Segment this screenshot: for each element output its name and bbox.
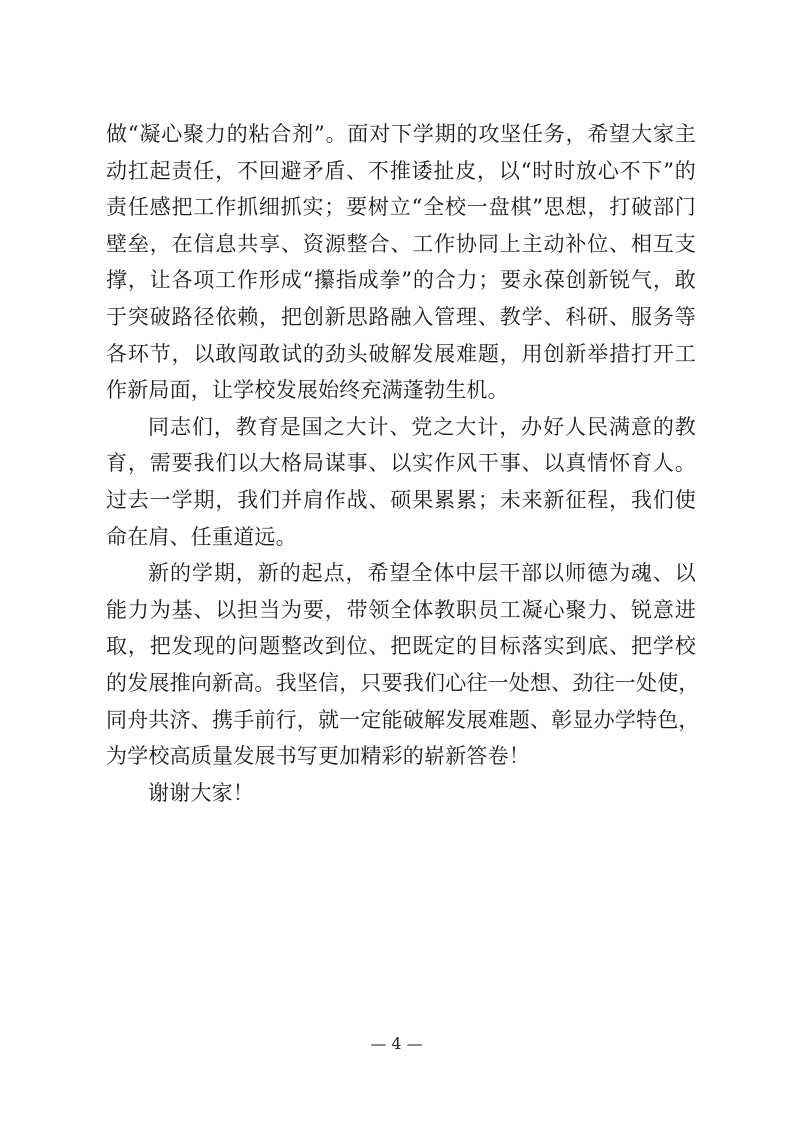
paragraph-2-line-4: 命在肩、任重道远。 — [106, 524, 297, 549]
paragraph-4-line-1: 谢谢大家！ — [148, 780, 254, 805]
paragraph-3-line-2: 能力为基、以担当为要，带领全体教职员工凝心聚力、锐意进 — [106, 597, 696, 622]
page-number: — 4 — — [370, 1034, 423, 1053]
document-body — [106, 116, 700, 811]
paragraph-1-line-4: 壁垒，在信息共享、资源整合、工作协同上主动补位、相互支 — [106, 231, 696, 256]
paragraph-1-line-8: 作新局面，让学校发展始终充满蓬勃生机。 — [106, 378, 509, 403]
paragraph-3-line-5: 同舟共济、携手前行，就一定能破解发展难题、彰显办学特色， — [106, 707, 700, 732]
paragraph-2-line-1: 同志们，教育是国之大计、党之大计，办好人民满意的教 — [148, 414, 696, 439]
paragraph-3-line-1: 新的学期，新的起点，希望全体中层干部以师德为魂、以 — [148, 561, 696, 586]
paragraph-3-line-3: 取，把发现的问题整改到位、把既定的目标落实到底、把学校 — [106, 634, 696, 659]
paragraph-2-line-2: 育，需要我们以大格局谋事、以实作风干事、以真情怀育人。 — [106, 451, 696, 476]
paragraph-3-line-4: 的发展推向新高。我坚信，只要我们心往一处想、劲往一处使， — [106, 670, 700, 695]
paragraph-1-line-5: 撑，让各项工作形成“攥指成拳”的合力；要永葆创新锐气，敢 — [106, 268, 696, 293]
paragraph-2-line-3: 过去一学期，我们并肩作战、硕果累累；未来新征程，我们使 — [106, 487, 696, 512]
paragraph-1-line-1: 做“凝心聚力的粘合剂”。面对下学期的攻坚任务，希望大家主 — [106, 122, 696, 146]
paragraph-3-line-6: 为学校高质量发展书写更加精彩的崭新答卷！ — [106, 744, 530, 769]
paragraph-1-line-7: 各环节，以敢闯敢试的劲头破解发展难题，用创新举措打开工 — [106, 341, 696, 366]
paragraph-1-line-2: 动扛起责任，不回避矛盾、不推诿扯皮，以“时时放心不下”的 — [106, 158, 696, 183]
paragraph-1-line-6: 于突破路径依赖，把创新思路融入管理、教学、科研、服务等 — [106, 304, 696, 329]
paragraph-1-line-3: 责任感把工作抓细抓实；要树立“全校一盘棋”思想，打破部门 — [106, 195, 696, 220]
